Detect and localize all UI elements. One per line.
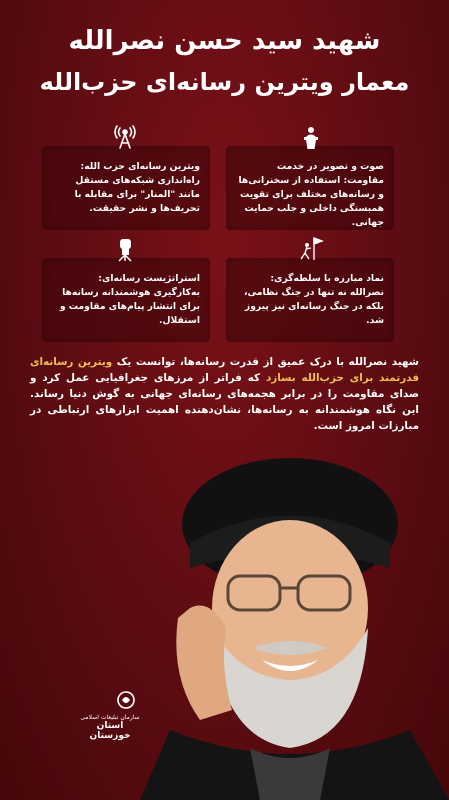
podium-speaker-icon <box>298 124 324 150</box>
card-voice-and-image <box>226 146 394 230</box>
card-struggle-symbol <box>226 258 394 342</box>
body-highlight: ویترین رسانه‌ای قدرتمند برای حزب‌الله بسازد <box>30 356 420 385</box>
card-media-strategist <box>42 258 210 342</box>
body-part-2: که فراتر از مرزهای جغرافیایی عمل کرد و صدای مقاومت را در برابر هجمه‌های رسانه‌ای جهانی به گوش دنیا رساند. این نگاه هوشمندانه به رسانه‌ها، نشان‌دهنده اهمیت ابزارهای ارتباطی در مبارزات امروز است. <box>30 372 419 433</box>
card-text: صوت و تصویر در خدمت مقاومت: استفاده از سخنرانی‌ها و رسانه‌های مختلف برای تقویت همبستگی داخلی و جلب حمایت جهانی. <box>238 161 384 228</box>
portrait-illustration <box>140 448 449 800</box>
card-text: استراتژیست رسانه‌ای: به‌کارگیری هوشمندانه رسانه‌ها برای انتشار پیام‌های مقاومت و استقلال. <box>59 273 200 326</box>
body-paragraph <box>30 354 419 434</box>
title-line-1: شهید سید حسن نصرالله <box>68 26 381 56</box>
body-part-1: شهید نصرالله با درک عمیق از قدرت رسانه‌ها، توانست یک <box>112 356 420 369</box>
flag-climber-icon <box>298 236 324 262</box>
logo-text <box>78 714 142 741</box>
card-text: نماد مبارزه با سلطه‌گری: نصرالله نه تنها در جنگ نظامی، بلکه در جنگ رسانه‌ای نیز پیروز شد. <box>244 273 384 326</box>
logo-name: استان خوزستان <box>89 721 131 741</box>
broadcast-tower-icon <box>112 124 138 150</box>
raised-fist-icon <box>112 236 138 262</box>
logo-small-text: سازمان تبلیغات اسلامی <box>80 714 140 721</box>
title-line-2: معمار ویترین رسانه‌ای حزب‌الله <box>39 68 410 96</box>
card-media-showcase <box>42 146 210 230</box>
organization-logo-icon <box>78 686 138 714</box>
card-text: ویترین رسانه‌ای حزب الله: راه‌اندازی شبکه‌های مستقل مانند "المنار" برای مقابله با تحریف‌ها و نشر حقیقت. <box>74 161 200 214</box>
